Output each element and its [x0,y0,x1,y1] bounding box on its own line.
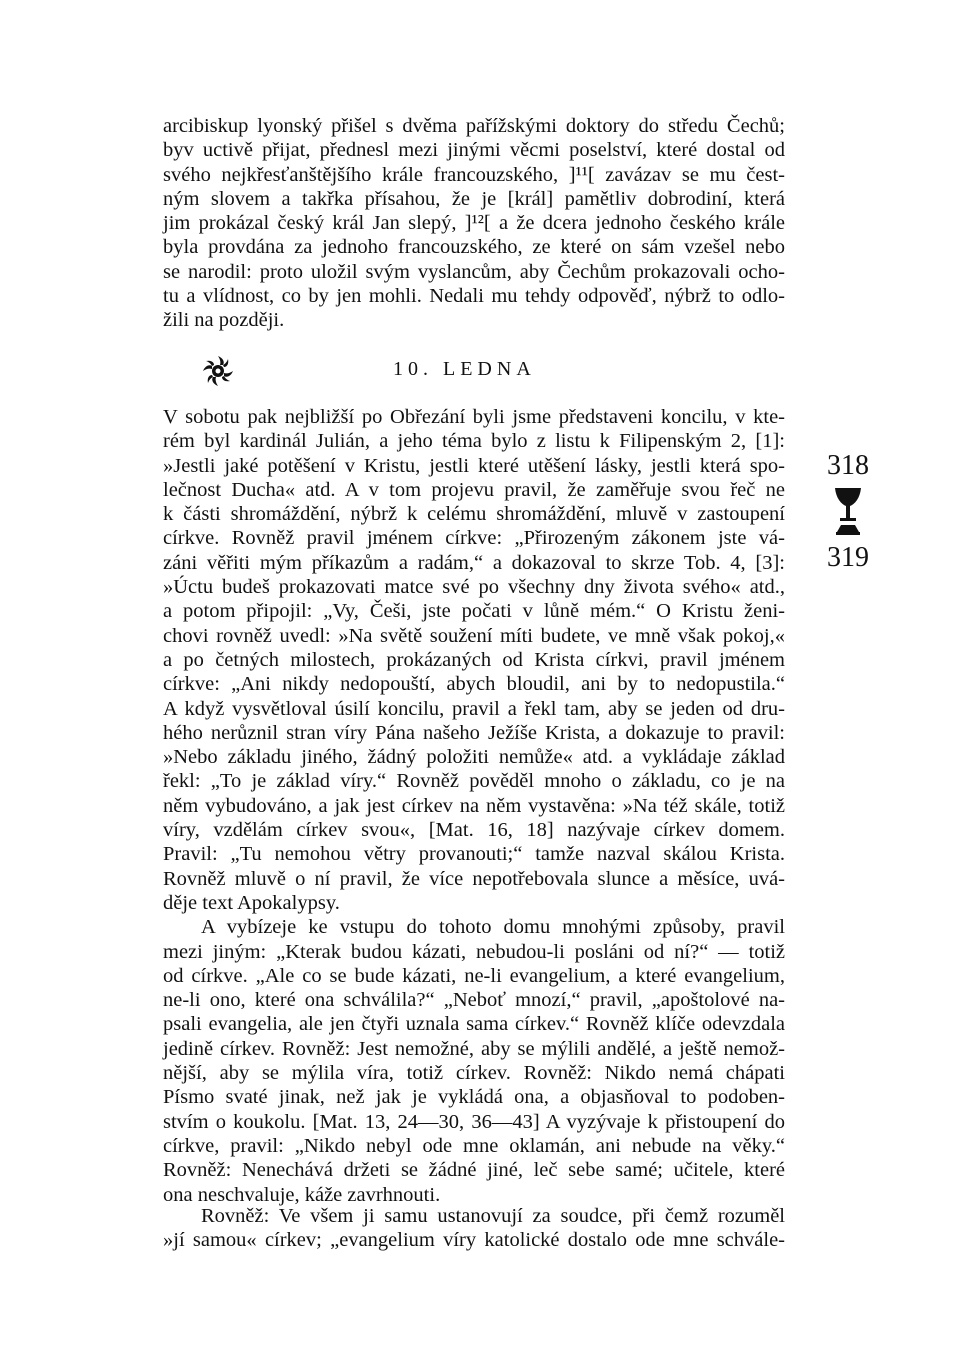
text-line: církve, pravil: „Nikdo nebyl ode mne oklamán, ani nebude na věky.“ [163,1134,785,1157]
text-line: nější, aby se mýlila víra, totiž církev. Rovněž: Nikdo nemá chápati [163,1062,785,1085]
text-line: víry, vzdělám církev svou«, [Mat. 16, 18] nazývaje církev domem. [163,819,785,842]
text-line: arcibiskup lyonský přišel s dvěma pařížskými doktory do středu Čechů; [163,115,785,137]
text-line: a potom připojil: „Vy, Češi, jste počati v lůně mém.“ O Kristu ženi- [163,600,785,623]
section-header [163,352,785,392]
text-line: »jí samou« církev; „evangelium víry katolické dostalo ode mne schvále- [163,1229,785,1252]
text-line: jedině církev. Rovněž: Jest nemožné, aby se mýlili andělé, a ještě nemož- [163,1037,785,1060]
sun-wheel-ornament-icon [201,354,235,388]
text-line: rém byl kardinál Julián, a jeho téma bylo z listu k Filipenským 2, [1]: [163,430,785,453]
text-line: chovi rovněž uvedl: »Na světě soužení míti budete, ve mně však pokoj,« [163,624,785,647]
text-line: »Úctu budeš prokazovati matce své po všechny dny života svého« atd., [163,576,785,599]
section-heading: 10. LEDNA [393,358,536,380]
page-number-left: 318 [827,450,869,481]
text-line: jim prokázal český král Jan slepý, ]¹²[ a že dcera jednoho českého krále [163,212,785,235]
text-line: a po četných milostech, prokázaných od Krista církvi, pravil jménem [163,648,785,671]
text-line: »Nebo základu jiného, žádný položiti nemůže« atd. a vykládaje základ [163,746,785,769]
text-line: V sobotu pak nejbližší po Obřezání byli jsme představeni koncilu, v kte- [163,406,785,428]
text-line: byv uctivě přijat, přednesl mezi jinými věcmi poselství, které dostal od [163,139,785,162]
text-line: tu a vlídnost, co by jen mohli. Nedali mu tehdy odpověď, nýbrž to odlo- [163,285,785,308]
text-line: záni věřiti mým příkazům a radám,“ a dokazoval to skrze Tob. 4, [3]: [163,551,785,574]
text-line: ne-li ono, které ona schválila?“ „Neboť mnozí,“ pravil, „apoštolové na- [163,989,785,1012]
text-line: Rovněž: Ve všem ji samu ustanovují za soudce, při čemž rozuměl [201,1205,785,1227]
text-line: byla provdána za jednoho francouzského, ze které on sám vzešel nebo [163,236,785,259]
text-line: Písmo svaté jinak, než jak je vykládá ona, a objasňoval to podoben- [163,1086,785,1109]
main-text [163,405,785,1207]
chalice-icon [833,486,863,536]
text-line: se narodil: proto uložil svým vyslancům, aby Čechům prokazovali ocho- [163,260,785,283]
text-line: stvím o koukolu. [Mat. 13, 24—30, 36—43] A vyzývaje k přistoupení do [163,1110,785,1133]
text-line: Rovněž: Nenechává držeti se žádné jiné, leč sebe samé; učitele, které [163,1159,785,1182]
text-line: od církve. „Ale co se bude kázati, ne-li evangelium, a které evangelium, [163,964,785,987]
text-line: církve. Rovněž pravil jménem církve: „Přirozeným zákonem jste vá- [163,527,785,550]
text-line: A vybízeje ke vstupu do tohoto domu mnohými způsoby, pravil [201,916,785,939]
text-line: žili na později. [163,309,285,332]
closing-paragraph [163,1204,785,1253]
text-line: ným slovem a takřka přísahou, že je [král] pamětliv dobrodiní, která [163,187,785,210]
opening-paragraph [163,114,785,333]
text-line: děje text Apokalypsy. [163,891,340,914]
text-line: hého nerůznil stran víry Pána našeho Ježíše Krista, a dokazuje to pravil: [163,721,785,744]
text-line: svého nejkřesťanštějšího krále francouzského, ]¹¹[ zavázav se mu čest- [163,163,785,186]
margin-page-numbers [813,450,883,574]
text-line: Rovněž mluvě o ní pravil, že více nepotřebovala slunce a měsíce, uvá- [163,867,785,890]
text-line: řekl: „To je základ víry.“ Rovněž pověděl mnoho o základu, co je na [163,770,785,793]
text-line: k části shromáždění, nýbrž k celému shromáždění, mluvě v zastoupení [163,503,785,526]
text-line: církve: „Ani nikdy nedopouští, abych bloudil, ani by to nedopustila.“ [163,673,785,696]
text-line: něm vybudováno, a jak jest církev na něm vystavěna: »Na též skále, totiž [163,794,785,817]
text-line: lečnost Ducha« atd. A v tom projevu pravil, že zaměřuje svou řeč ne [163,478,785,501]
text-line: psali evangelia, ale jen čtyři uznala sama církev.“ Rovněž klíče odevzdala [163,1013,785,1036]
page-number-right: 319 [827,542,869,573]
text-line: ona neschvaluje, káže zavrhnouti. [163,1183,441,1206]
text-line: Pravil: „Tu nemohou větry provanouti;“ tamže nazval skálou Krista. [163,843,785,866]
text-line: »Jestli jaké potěšení v Kristu, jestli které utěšení lásky, jestli která spo- [163,454,785,477]
text-line: A když vysvětloval úsilí koncilu, pravil a řekl tam, aby se jeden od dru- [163,697,785,720]
text-line: mezi jiným: „Kterak budou kázati, nebudou-li posláni od ní?“ — totiž [163,940,785,963]
